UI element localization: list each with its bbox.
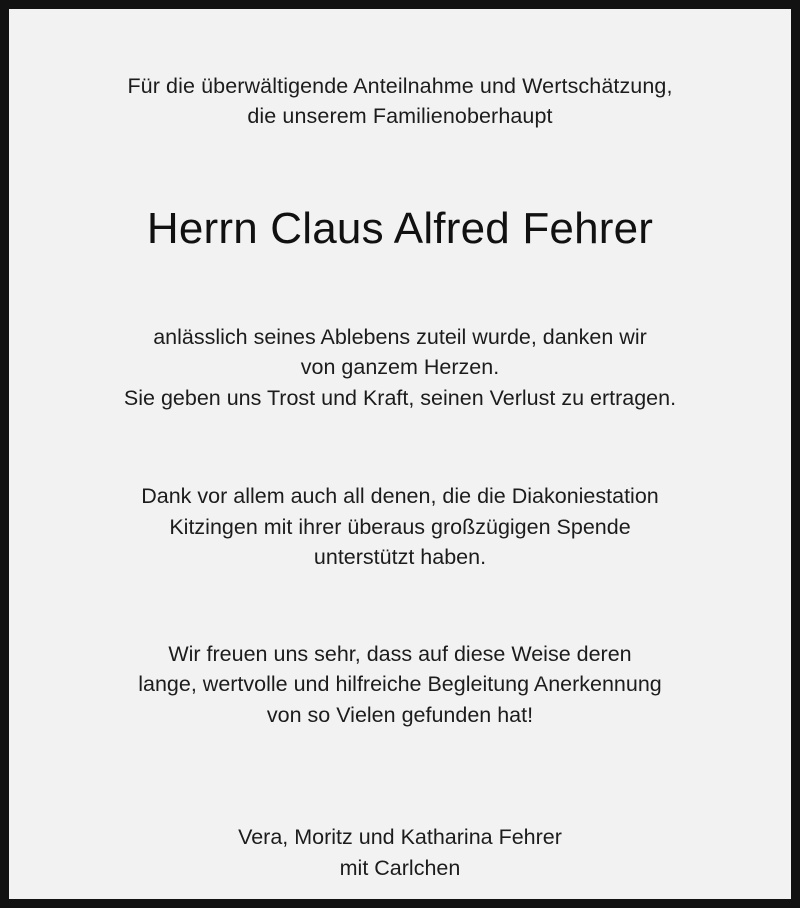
signature-line-2: mit Carlchen (339, 855, 461, 880)
paragraph-two-line-1: Dank vor allem auch all denen, die die Diakoniestation (141, 484, 659, 509)
paragraph-two-line-3: unterstützt haben. (313, 545, 487, 570)
deceased-name: Herrn Claus Alfred Fehrer (146, 204, 654, 254)
intro-line-2: die unserem Familienoberhaupt (247, 104, 553, 129)
paragraph-one (124, 322, 676, 414)
intro-line-1: Für die überwältigende Anteilnahme und Wertschätzung, (127, 74, 673, 98)
paragraph-two (141, 481, 659, 573)
paragraph-one-line-3: Sie geben uns Trost und Kraft, seinen Verlust zu ertragen. (123, 385, 677, 410)
intro-text (127, 71, 672, 131)
paragraph-two-line-2: Kitzingen mit ihrer überaus großzügigen Spende (169, 514, 631, 539)
paragraph-three (138, 639, 662, 731)
paragraph-three-line-3: von so Vielen gefunden hat! (266, 702, 534, 727)
signature-block (238, 822, 562, 883)
paragraph-three-line-2: lange, wertvolle und hilfreiche Begleitung Anerkennung (138, 672, 662, 697)
paragraph-three-line-1: Wir freuen uns sehr, dass auf diese Weise deren (168, 641, 632, 666)
paragraph-one-line-1: anlässlich seines Ablebens zuteil wurde, danken wir (153, 324, 647, 349)
signature-line-1: Vera, Moritz und Katharina Fehrer (238, 825, 562, 850)
paragraph-one-line-2: von ganzem Herzen. (300, 355, 500, 380)
